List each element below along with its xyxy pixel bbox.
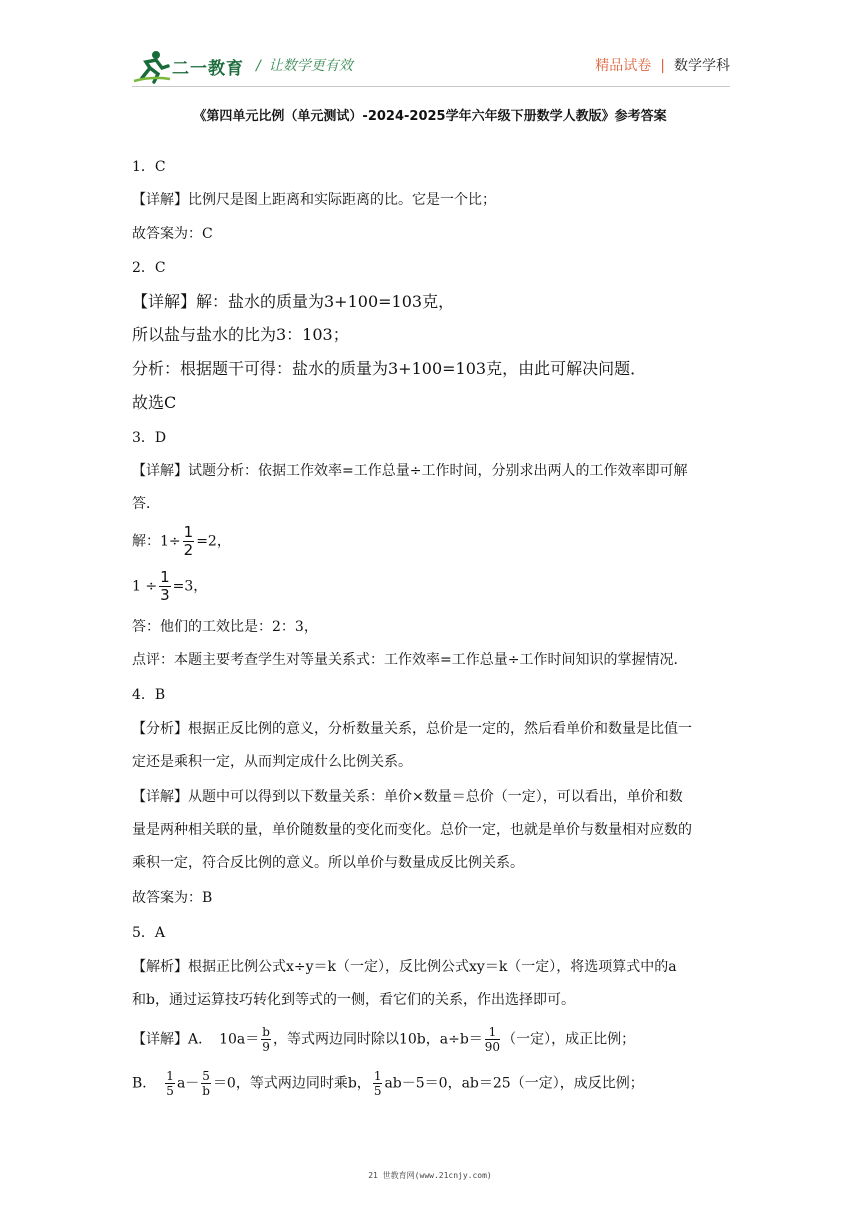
fraction-numerator: 1	[183, 523, 194, 541]
q1-detail: 【详解】比例尺是图上距离和实际距离的比。它是一个比；	[132, 192, 496, 208]
q2-line2: 所以盐与盐水的比为3：103；	[132, 325, 349, 344]
q5-b-fraction1	[165, 1070, 175, 1097]
fraction-numerator: 1	[373, 1069, 382, 1083]
q4-detail-line2: 量是两种相关联的量，单价随数量的变化而变化。总价一定，也就是单价与数量相对应数的	[132, 822, 692, 838]
q5-a-mid: ，等式两边同时除以10b，a÷b＝	[272, 1031, 483, 1048]
q3-step2-post: =3，	[172, 578, 208, 595]
q1-answer: 故答案为：C	[132, 226, 213, 242]
header-subject: 数学学科	[674, 58, 730, 74]
q3-answer: 答：他们的工效比是：2：3，	[132, 619, 318, 635]
logo-text: 二一教育	[172, 59, 244, 79]
q4-analysis-line2: 定还是乘积一定，从而判定成什么比例关系。	[132, 754, 412, 770]
fraction-denominator: 90	[484, 1040, 501, 1054]
fraction-denominator: 3	[160, 586, 170, 604]
q5-analysis-line2: 和b，通过运算技巧转化到等式的一侧，看它们的关系，作出选择即可。	[132, 992, 575, 1008]
q5-a-fraction1	[261, 1026, 271, 1053]
fraction-numerator: b	[262, 1025, 270, 1039]
q5-b-text1: a－	[176, 1075, 200, 1092]
q5-a-fraction2	[485, 1026, 500, 1053]
q5-b-fraction2	[201, 1070, 211, 1097]
q3-line2: 答．	[132, 496, 160, 512]
q2-line1: 【详解】解：盐水的质量为3+100=103克，	[132, 292, 455, 311]
header-separator: |	[660, 58, 665, 74]
q3-step1	[132, 525, 231, 558]
q3-comment: 点评：本题主要考查学生对等量关系式：工作效率=工作总量÷工作时间知识的掌握情况．	[132, 652, 688, 668]
q3-step2-pre: 1 ÷	[132, 578, 158, 595]
q4-detail-line1: 【详解】从题中可以得到以下数量关系：单价×数量＝总价（一定），可以看出，单价和数	[132, 789, 683, 805]
logo	[132, 48, 250, 84]
q5-b-text2: ＝0，等式两边同时乘b，	[212, 1075, 371, 1092]
q5-option-a	[132, 1026, 635, 1053]
slogan-text: 让数学更有效	[268, 58, 353, 74]
q2-line3: 分析：根据题干可得：盐水的质量为3+100=103克，由此可解决问题．	[132, 359, 647, 378]
q3-number: 3．D	[132, 430, 167, 446]
fraction-denominator: 5	[166, 1084, 174, 1098]
q5-analysis-line1: 【解析】根据正比例公式x÷y＝k（一定），反比例公式xy＝k（一定），将选项算式中的a	[132, 959, 677, 975]
q1-number: 1．C	[132, 159, 166, 175]
fraction-denominator: 2	[183, 541, 194, 559]
q2-number: 2．C	[132, 260, 166, 276]
q5-b-fraction3	[373, 1070, 383, 1097]
q3-fraction-half	[183, 525, 195, 558]
page-title: 《第四单元比例（单元测试）-2024-2025学年六年级下册数学人教版》参考答案	[193, 109, 667, 124]
q5-option-b	[132, 1070, 644, 1097]
header-divider	[132, 86, 730, 87]
q5-b-text3: ab－5＝0，ab＝25（一定），成反比例；	[384, 1075, 644, 1092]
q5-a-post: （一定），成正比例；	[502, 1031, 636, 1048]
q4-answer: 故答案为：B	[132, 890, 213, 906]
q3-fraction-third	[159, 570, 171, 603]
q3-line1: 【详解】试题分析：依据工作效率=工作总量÷工作时间，分别求出两人的工作效率即可解	[132, 463, 688, 479]
header-category: 精品试卷	[595, 58, 652, 74]
q3-step1-pre: 解：1÷	[132, 533, 181, 550]
q3-step2	[132, 570, 207, 603]
q2-line4: 故选C	[132, 393, 177, 412]
q4-analysis-line1: 【分析】根据正反比例的意义，分析数量关系，总价是一定的，然后看单价和数量是比值一	[132, 721, 692, 737]
fraction-numerator: 1	[166, 1069, 174, 1083]
slogan-slash: /	[256, 58, 261, 74]
fraction-numerator: 1	[160, 568, 170, 586]
q4-number: 4．B	[132, 687, 166, 703]
fraction-denominator: 5	[373, 1084, 382, 1098]
q5-number: 5．A	[132, 925, 166, 941]
fraction-numerator: 1	[485, 1026, 500, 1040]
q3-step1-post: =2，	[196, 533, 231, 550]
fraction-numerator: 5	[202, 1069, 210, 1083]
q5-a-pre: 【详解】A． 10a＝	[132, 1031, 260, 1048]
page-footer: 21 世教育网(www.21cnjy.com)	[368, 1171, 492, 1180]
runner-logo-icon	[132, 48, 172, 84]
header-right	[595, 55, 730, 75]
page-header	[132, 48, 730, 84]
fraction-denominator: b	[202, 1084, 210, 1098]
slogan	[256, 55, 353, 75]
fraction-denominator: 9	[262, 1040, 270, 1054]
q4-detail-line3: 乘积一定，符合反比例的意义。所以单价与数量成反比例关系。	[132, 855, 524, 871]
q5-b-label: B．	[132, 1075, 164, 1092]
